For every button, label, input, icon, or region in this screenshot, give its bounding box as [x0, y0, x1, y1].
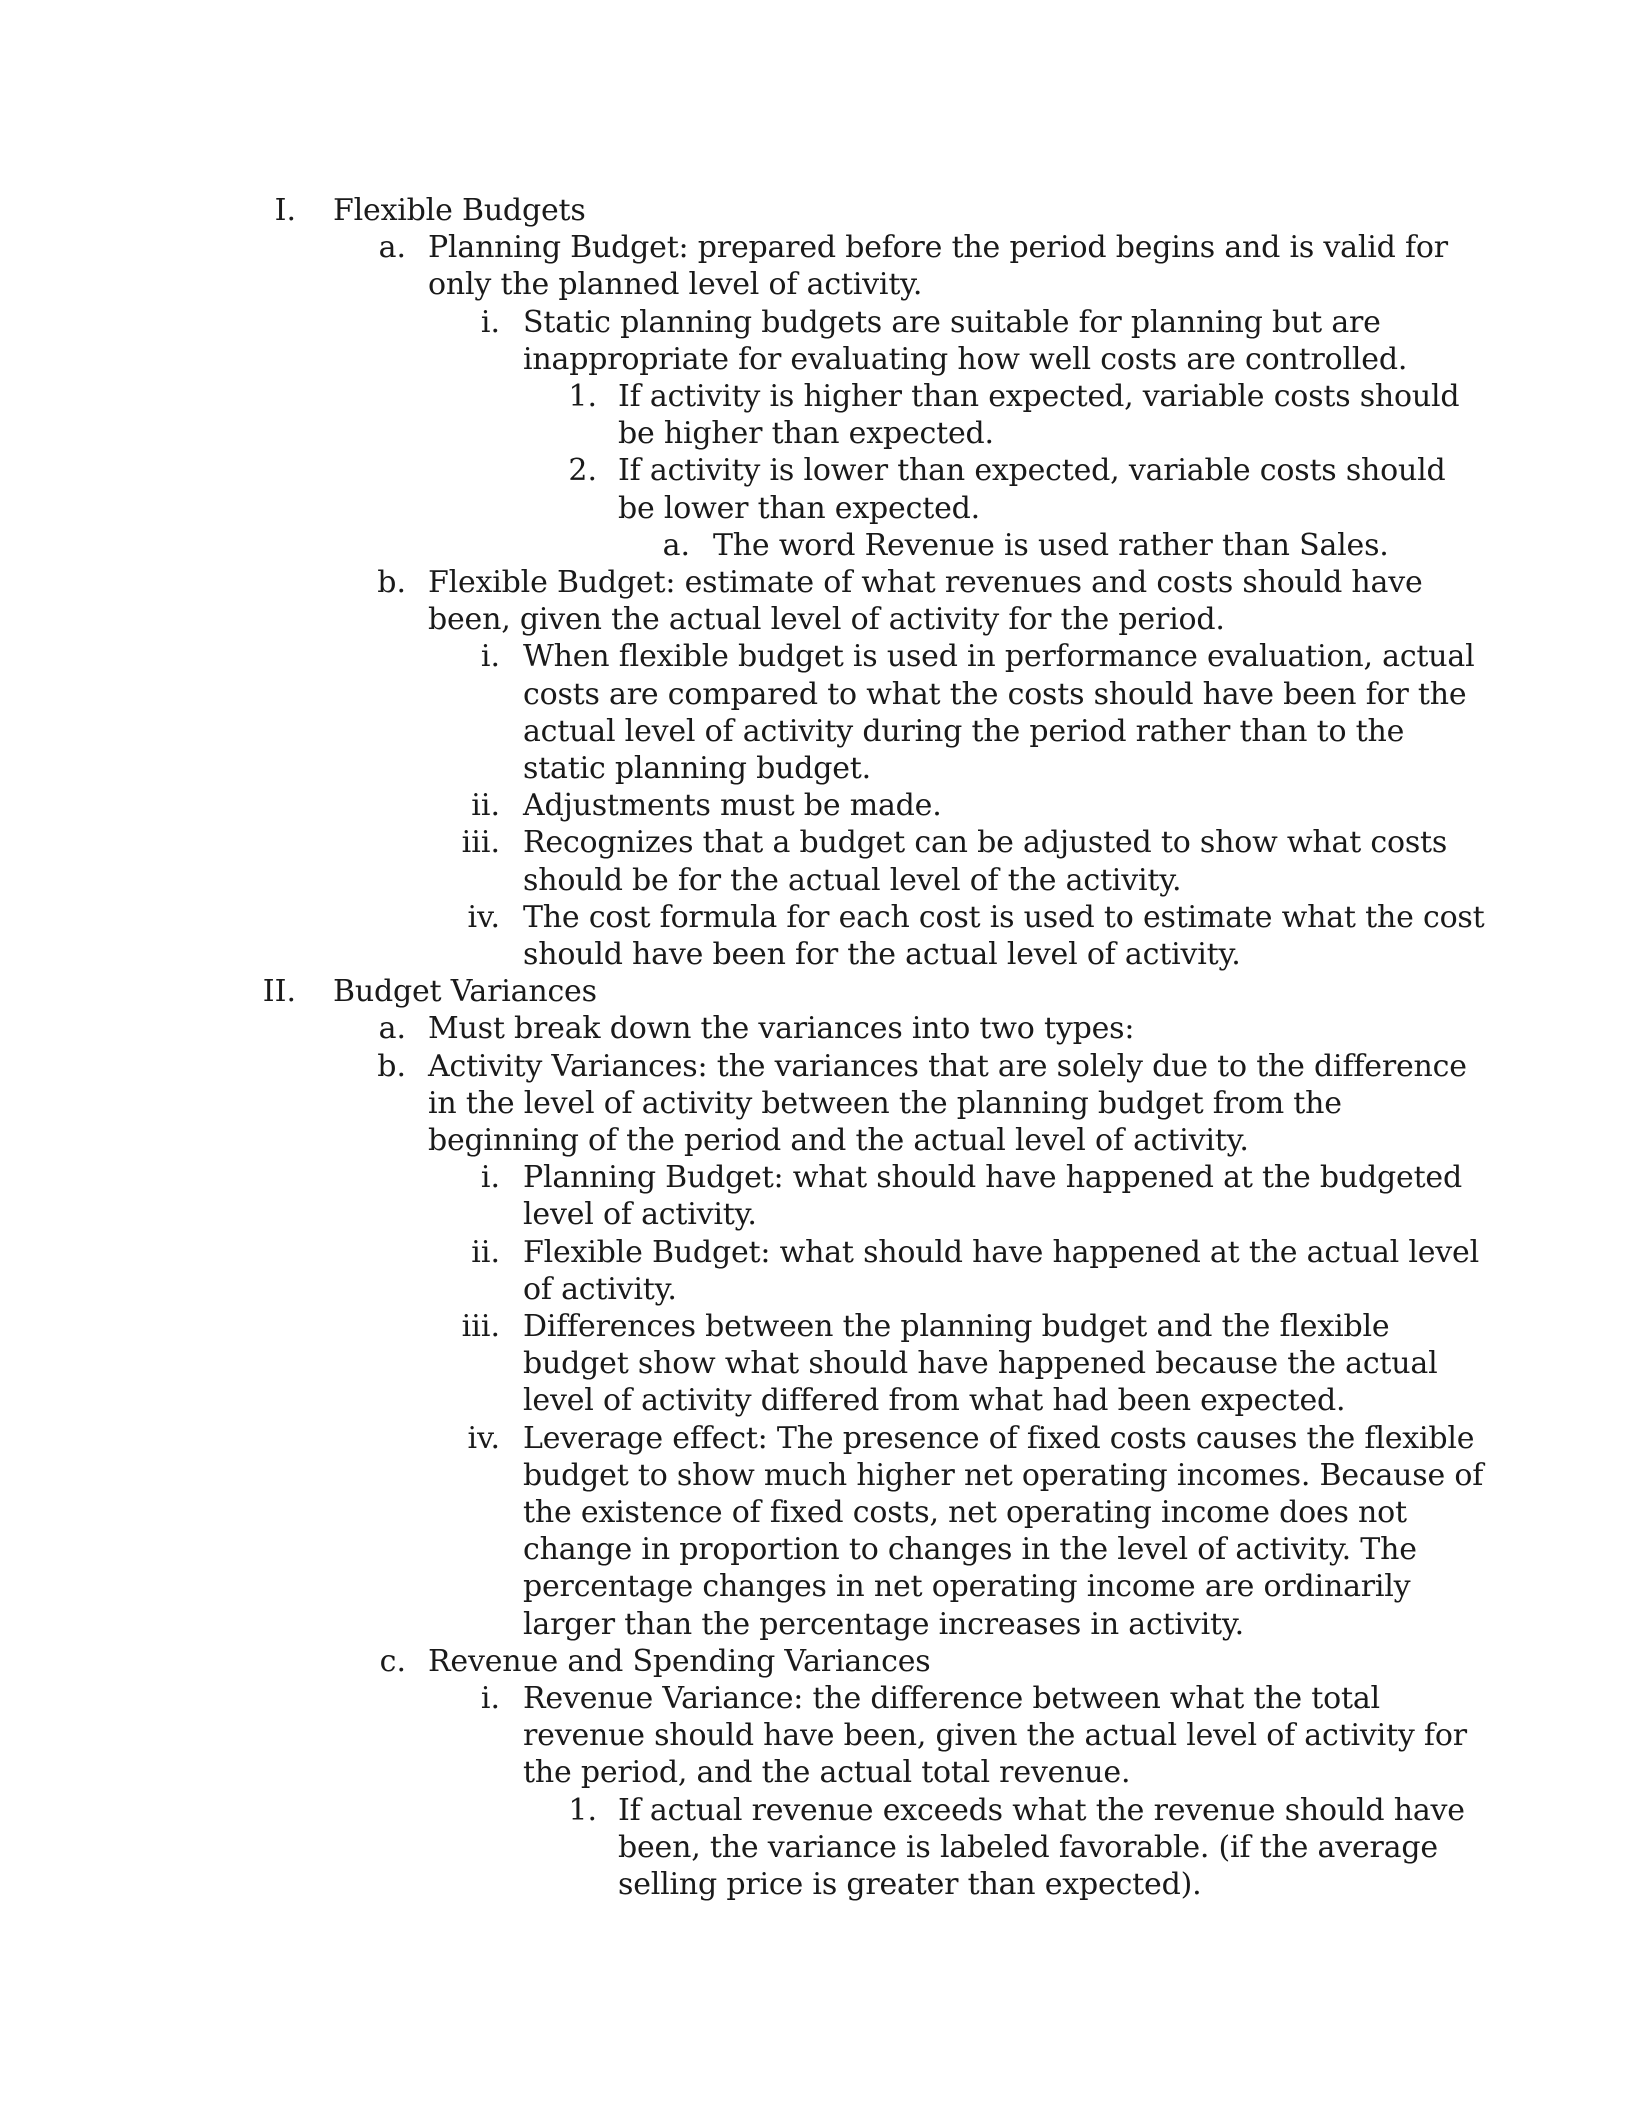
outline-text-line: change in proportion to changes in the level of activity. The — [523, 1532, 1417, 1568]
outline-text-line: been, the variance is labeled favorable. (if the average — [618, 1829, 1438, 1865]
outline-text-line: should be for the actual level of the activity. — [523, 862, 1182, 898]
outline-marker: iv. — [467, 1420, 500, 1456]
outline-text-line: If activity is lower than expected, variable costs should — [618, 453, 1446, 489]
outline-text-line: Flexible Budgets — [333, 193, 586, 228]
outline-text-line: larger than the percentage increases in activity. — [523, 1606, 1244, 1642]
outline-text-line: level of activity differed from what had been expected. — [523, 1383, 1346, 1419]
outline-text-line: If activity is higher than expected, variable costs should — [618, 379, 1460, 414]
outline-text-line: be higher than expected. — [618, 416, 994, 452]
outline-text-line: beginning of the period and the actual level of activity. — [428, 1123, 1249, 1158]
outline-text-line: actual level of activity during the period rather than to the — [523, 713, 1405, 749]
outline-text-line: Flexible Budget: what should have happened at the actual level — [523, 1234, 1480, 1270]
outline-text-line: only the planned level of activity. — [428, 267, 923, 303]
outline-marker: iv. — [467, 899, 500, 935]
outline-text-line: Must break down the variances into two types: — [428, 1011, 1135, 1047]
outline-marker: b. — [377, 1048, 406, 1084]
outline-marker: i. — [480, 1160, 500, 1196]
outline-marker: ii. — [471, 788, 500, 824]
outline-marker: i. — [480, 1681, 500, 1716]
outline-text-line: Planning Budget: prepared before the period begins and is valid for — [428, 230, 1448, 266]
outline-text-line: The cost formula for each cost is used to estimate what the cost — [523, 899, 1485, 935]
outline-text-line: in the level of activity between the planning budget from the — [428, 1085, 1342, 1121]
outline-text-line: Differences between the planning budget and the flexible — [523, 1309, 1390, 1344]
outline-text-line: Budget Variances — [333, 974, 597, 1010]
outline-text-line: the period, and the actual total revenue. — [523, 1755, 1131, 1791]
outline-text-line: Revenue and Spending Variances — [428, 1643, 931, 1679]
outline-text-line: the existence of fixed costs, net operating income does not — [523, 1495, 1407, 1530]
outline-text-line: be lower than expected. — [618, 490, 980, 526]
outline-text-line: Static planning budgets are suitable for planning but are — [523, 304, 1381, 340]
outline-text-line: budget show what should have happened because the actual — [523, 1346, 1438, 1382]
outline-text-line: been, given the actual level of activity for the period. — [428, 602, 1225, 638]
outline-marker: II. — [262, 974, 296, 1010]
outline-text-line: Planning Budget: what should have happened at the budgeted — [523, 1160, 1462, 1196]
outline-text-line: selling price is greater than expected). — [618, 1867, 1202, 1902]
outline-marker: a. — [378, 230, 406, 266]
outline-marker: c. — [379, 1643, 406, 1679]
outline-marker: 1. — [568, 1792, 597, 1828]
outline-text-line: Adjustments must be made. — [523, 788, 942, 824]
outline-text-line: budget to show much higher net operating incomes. Because of — [523, 1457, 1484, 1493]
outline-text-line: percentage changes in net operating income are ordinarily — [523, 1569, 1411, 1605]
outline-text-line: of activity. — [523, 1271, 677, 1307]
outline-marker: 2. — [568, 453, 597, 489]
outline-text-line: Activity Variances: the variances that are solely due to the difference — [428, 1048, 1467, 1084]
outline-text-line: should have been for the actual level of activity. — [523, 937, 1241, 972]
outline-text-line: static planning budget. — [523, 751, 871, 786]
outline-text-line: inappropriate for evaluating how well costs are controlled. — [523, 341, 1408, 377]
outline-marker: i. — [480, 639, 500, 675]
outline-text-line: revenue should have been, given the actual level of activity for — [523, 1718, 1467, 1754]
outline-marker: iii. — [461, 1309, 500, 1344]
outline-marker: 1. — [568, 379, 597, 414]
outline-text-line: level of activity. — [523, 1197, 757, 1233]
outline-text-line: The word Revenue is used rather than Sales. — [713, 527, 1389, 563]
outline-marker: ii. — [471, 1234, 500, 1270]
outline-text-line: Recognizes that a budget can be adjusted to show what costs — [523, 825, 1448, 861]
outline-marker: iii. — [461, 825, 500, 861]
outline-marker: i. — [480, 304, 500, 340]
outline-text-line: If actual revenue exceeds what the revenue should have — [618, 1792, 1465, 1828]
outline-marker: b. — [377, 565, 406, 600]
outline-text-line: costs are compared to what the costs should have been for the — [523, 676, 1467, 712]
outline-text-line: When flexible budget is used in performance evaluation, actual — [523, 639, 1475, 675]
outline-marker: a. — [662, 527, 690, 563]
outline-marker: a. — [378, 1011, 406, 1047]
outline-text-line: Flexible Budget: estimate of what revenues and costs should have — [428, 565, 1423, 600]
outline-text-line: Leverage effect: The presence of fixed costs causes the flexible — [523, 1420, 1475, 1456]
outline-text-line: Revenue Variance: the difference between what the total — [523, 1681, 1380, 1716]
outline-marker: I. — [274, 193, 296, 228]
